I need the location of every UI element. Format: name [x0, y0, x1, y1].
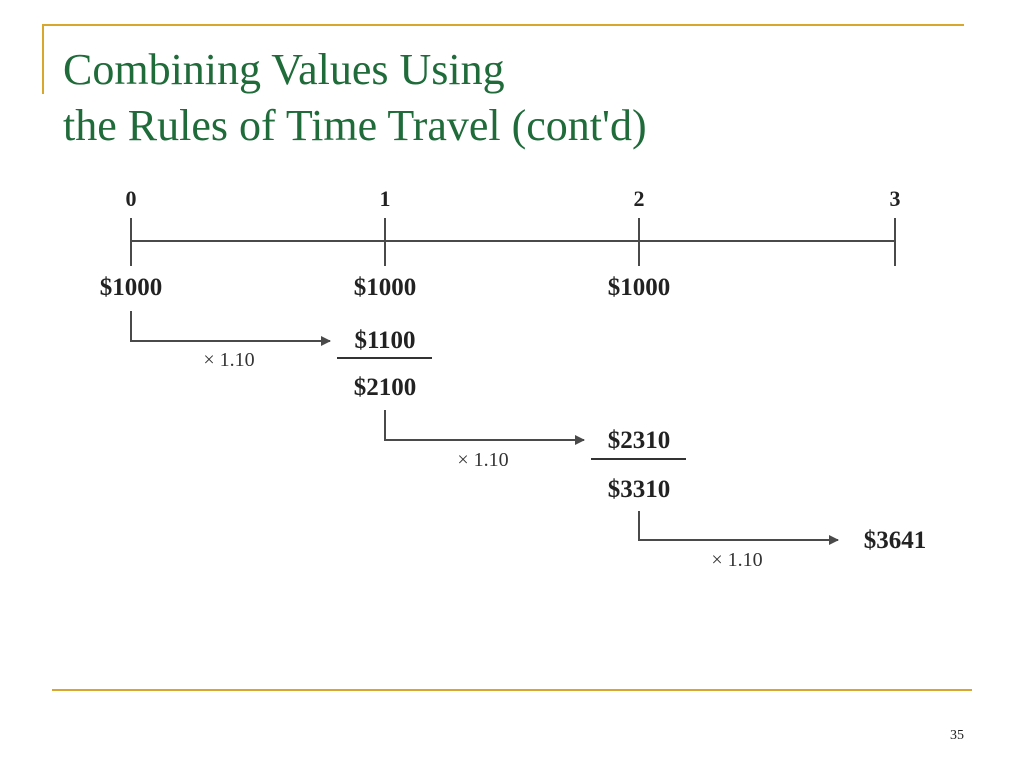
cash-flow-2: $1000: [607, 274, 671, 301]
slide-title-line-2: the Rules of Time Travel (cont'd): [63, 101, 647, 150]
step-3-factor: × 1.10: [711, 549, 763, 571]
step-2-arrow: [385, 410, 584, 440]
period-label-1: 1: [379, 186, 391, 211]
step-1-result: $1100: [354, 327, 416, 354]
step-1-factor: × 1.10: [203, 349, 255, 371]
period-label-2: 2: [633, 186, 645, 211]
period-label-0: 0: [125, 186, 137, 211]
footer-rule: [52, 689, 972, 691]
step-3-arrow: [639, 511, 838, 540]
page-number: 35: [950, 728, 964, 743]
step-3-result: $3641: [863, 527, 927, 554]
step-1-arrow: [131, 311, 330, 341]
step-1-total: $2100: [353, 374, 417, 401]
slide-title-line-1: Combining Values Using: [63, 45, 505, 94]
step-2-total: $3310: [607, 476, 671, 503]
period-label-3: 3: [889, 186, 901, 211]
cash-flow-1: $1000: [353, 274, 417, 301]
step-2-factor: × 1.10: [457, 449, 509, 471]
step-2-result: $2310: [607, 427, 671, 454]
cash-flow-0: $1000: [99, 274, 163, 301]
